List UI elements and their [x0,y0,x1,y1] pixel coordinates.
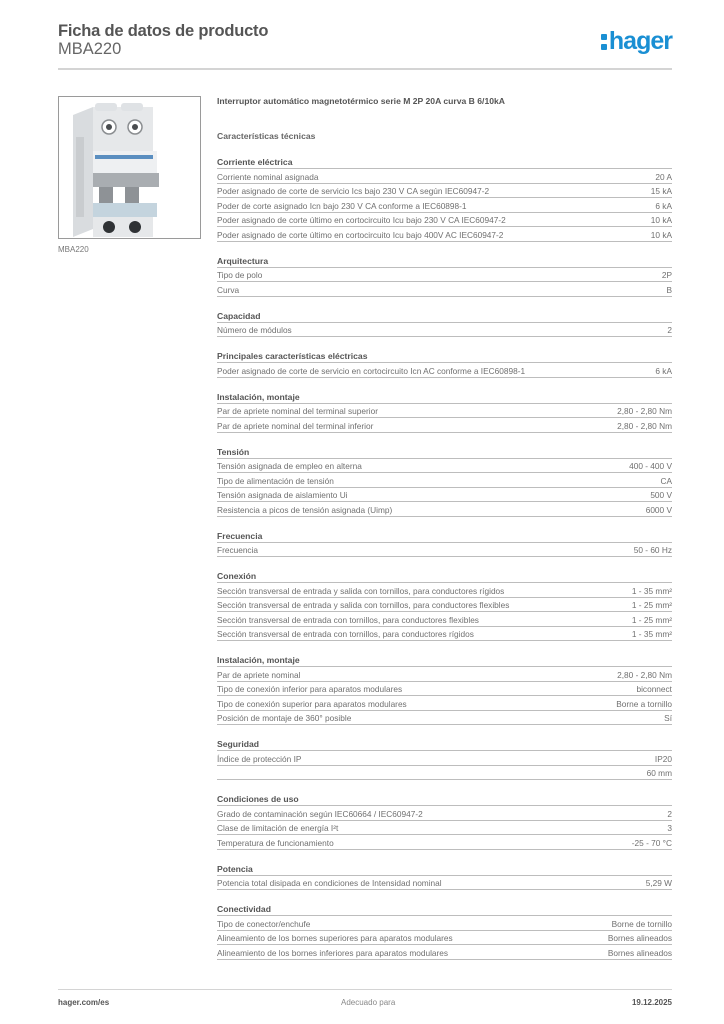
spec-label: Tipo de conexión inferior para aparatos modulares [217,684,403,694]
spec-row [217,612,672,627]
image-caption: MBA220 [58,245,89,254]
section-title: Instalación, montaje [217,392,672,404]
spec-row [217,806,672,821]
logo-colon-icon [601,34,607,50]
section-title: Condiciones de uso [217,794,672,806]
spec-row [217,751,672,766]
spec-value: biconnect [636,684,672,694]
hager-logo [601,28,672,54]
spec-value: 10 kA [650,229,672,240]
spec-row [217,268,672,283]
spec-row [217,227,672,242]
spec-label: Frecuencia [217,545,259,555]
spec-row [217,502,672,517]
spec-label: Número de módulos [217,325,292,335]
footer-divider [58,989,672,990]
footer-date: 19.12.2025 [631,998,672,1007]
spec-row [217,198,672,213]
spec-label: Poder de corte asignado Icn bajo 230 V CA conforme a IEC60898-1 [217,200,467,211]
header-divider [58,68,672,70]
spec-value: Bornes alineados [607,947,672,958]
document-title: Ficha de datos de producto [58,22,269,40]
spec-value: 6 kA [655,365,672,376]
spec-value: 2P [661,270,672,280]
spec-label: Sección transversal de entrada con tornillos, para conductores rígidos [217,629,474,639]
spec-value: B [666,284,672,295]
spec-row [217,627,672,642]
spec-row [217,821,672,836]
footer-suitable-for: Adecuado para [341,998,396,1007]
spec-label: Poder asignado de corte último en cortocircuito Icu bajo 230 V CA IEC60947-2 [217,215,506,225]
spec-value: 6 kA [655,200,672,211]
spec-label: Corriente nominal asignada [217,171,319,182]
spec-label: Sección transversal de entrada con tornillos, para conductores flexibles [217,614,479,625]
spec-row [217,418,672,433]
spec-label: Sección transversal de entrada y salida con tornillos, para conductores rígidos [217,585,505,596]
spec-value: 60 mm [646,768,672,778]
spec-row [217,213,672,228]
spec-value: 15 kA [650,186,672,196]
spec-label: Tipo de conector/enchufe [217,918,311,929]
spec-row [217,766,672,781]
spec-value: 1 - 35 mm² [631,585,672,596]
spec-row [217,931,672,946]
section-title: Principales características eléctricas [217,351,672,363]
spec-value: 1 - 35 mm² [631,629,672,639]
spec-row [217,169,672,184]
spec-label: Curva [217,284,240,295]
spec-value: Borne de tornillo [611,918,672,929]
spec-section [217,864,672,891]
spec-section [217,392,672,433]
spec-row [217,543,672,558]
spec-row [217,363,672,378]
section-title: Instalación, montaje [217,655,672,667]
spec-row [217,459,672,474]
page-header [58,22,672,68]
spec-content [217,96,672,960]
logo-text: hager [608,27,672,55]
spec-label: Par de apriete nominal [217,669,301,680]
spec-value: 2 [667,325,672,335]
spec-value: 1 - 25 mm² [631,614,672,625]
spec-section [217,531,672,558]
spec-value: 2,80 - 2,80 Nm [617,406,672,416]
spec-section [217,571,672,641]
section-title: Frecuencia [217,531,672,543]
spec-row [217,583,672,598]
spec-value: 20 A [655,171,672,182]
spec-section [217,256,672,297]
spec-section [217,739,672,780]
spec-label: Clase de limitación de energía I²t [217,823,339,833]
spec-row [217,184,672,199]
spec-value: 3 [667,823,672,833]
spec-row [217,404,672,419]
spec-label: Alineamiento de los bornes superiores para aparatos modulares [217,933,453,943]
spec-row [217,323,672,338]
section-title: Conexión [217,571,672,583]
spec-section [217,157,672,242]
spec-value: 400 - 400 V [629,461,672,471]
spec-value: Bornes alineados [607,933,672,943]
spec-label: Poder asignado de corte último en cortocircuito Icu bajo 400V AC IEC60947-2 [217,229,504,240]
spec-row [217,667,672,682]
spec-row [217,696,672,711]
section-title: Capacidad [217,311,672,323]
spec-value: 6000 V [645,504,672,515]
spec-section [217,311,672,338]
spec-label: Tensión asignada de aislamiento Ui [217,490,348,500]
section-title: Corriente eléctrica [217,157,672,169]
spec-label: Poder asignado de corte de servicio Ics bajo 230 V CA según IEC60947-2 [217,186,490,196]
spec-label: Sección transversal de entrada y salida con tornillos, para conductores flexibles [217,600,510,610]
spec-label: Tipo de conexión superior para aparatos modulares [217,698,407,709]
circuit-breaker-illustration [59,97,200,238]
product-image [58,96,201,239]
spec-row [217,835,672,850]
spec-value: 2,80 - 2,80 Nm [617,420,672,431]
section-title: Tensión [217,447,672,459]
spec-row [217,598,672,613]
spec-label: Par de apriete nominal del terminal superior [217,406,378,416]
spec-row [217,916,672,931]
spec-label: Resistencia a picos de tensión asignada (Uimp) [217,504,393,515]
spec-label: Alineamiento de los bornes inferiores para aparatos modulares [217,947,449,958]
spec-label: Poder asignado de corte de servicio en cortocircuito Icn AC conforme a IEC60898-1 [217,365,526,376]
spec-label: Potencia total disipada en condiciones de Intensidad nominal [217,878,442,888]
spec-row [217,473,672,488]
spec-section [217,655,672,725]
spec-value: Sí [664,713,672,723]
spec-row [217,282,672,297]
spec-row [217,876,672,891]
tech-characteristics-title: Características técnicas [217,131,316,141]
spec-value: -25 - 70 °C [631,837,672,848]
spec-label: Tensión asignada de empleo en alterna [217,461,362,471]
spec-value: 500 V [650,490,672,500]
product-description: Interruptor automático magnetotérmico serie M 2P 20A curva B 6/10kA [217,96,505,106]
spec-value: 2,80 - 2,80 Nm [617,669,672,680]
spec-value: 5,29 W [645,878,672,888]
spec-row [217,945,672,960]
spec-label: Posición de montaje de 360° posible [217,713,352,723]
spec-label: Índice de protección IP [217,753,302,764]
spec-section [217,904,672,960]
spec-value: CA [660,475,672,486]
spec-value: Borne a tornillo [616,698,672,709]
spec-row [217,711,672,726]
spec-section [217,447,672,517]
section-title: Potencia [217,864,672,876]
spec-value: 50 - 60 Hz [633,545,672,555]
spec-value: IP20 [654,753,672,764]
product-reference: MBA220 [58,40,122,58]
section-title: Seguridad [217,739,672,751]
spec-sections [217,157,672,960]
footer-website: hager.com/es [58,998,110,1007]
spec-label: Tipo de alimentación de tensión [217,475,334,486]
spec-row [217,488,672,503]
spec-label: Par de apriete nominal del terminal inferior [217,420,374,431]
spec-section [217,351,672,378]
spec-value: 10 kA [650,215,672,225]
spec-section [217,794,672,850]
spec-label: Temperatura de funcionamiento [217,837,334,848]
section-title: Conectividad [217,904,672,916]
spec-row [217,682,672,697]
spec-label: Grado de contaminación según IEC60664 / IEC60947-2 [217,808,423,819]
spec-value: 2 [667,808,672,819]
spec-label: Tipo de polo [217,270,263,280]
spec-value: 1 - 25 mm² [631,600,672,610]
section-title: Arquitectura [217,256,672,268]
